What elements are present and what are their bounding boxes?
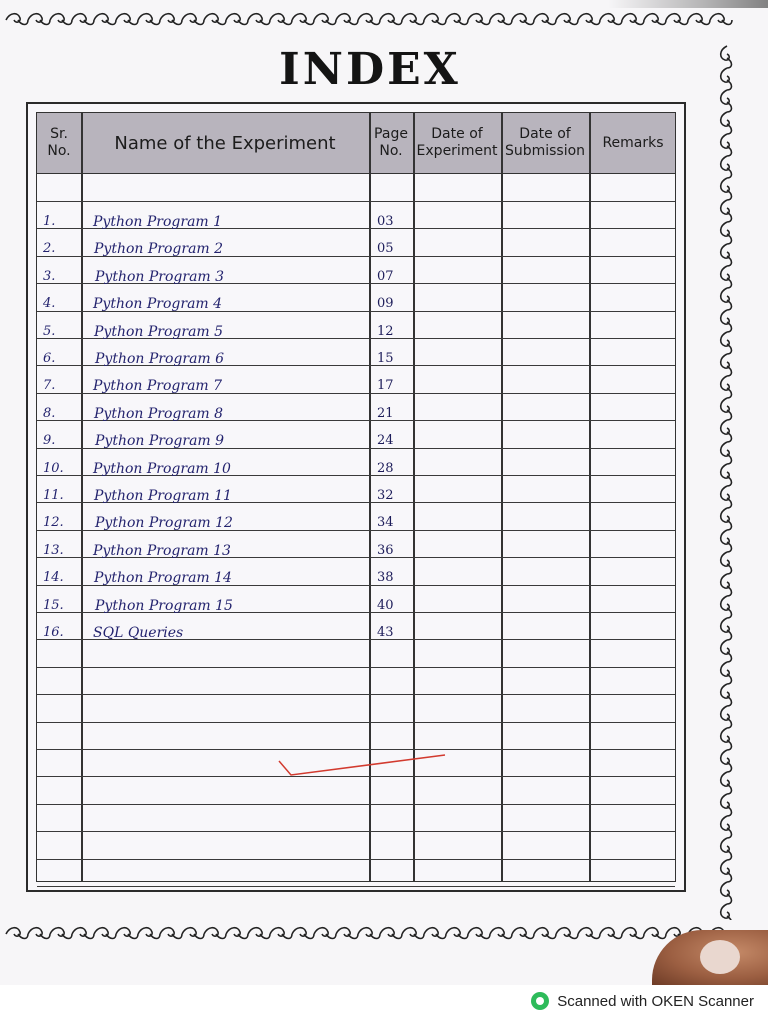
scanner-logo-icon: [531, 992, 549, 1010]
row-experiment-name: Python Program 13: [93, 542, 231, 559]
row-experiment-name: SQL Queries: [93, 625, 184, 641]
header-experiment-name: Name of the Experiment: [114, 132, 336, 154]
row-page-no: 07: [377, 268, 394, 284]
row-page-no: 34: [377, 515, 394, 531]
row-page-no: 12: [377, 323, 394, 339]
row-sr-no: 12.: [43, 515, 64, 531]
row-experiment-name: Python Program 1: [93, 214, 223, 230]
row-sr-no: 4.: [43, 296, 56, 312]
row-sr-no: 2.: [43, 241, 56, 257]
row-page-no: 15: [377, 351, 394, 366]
row-experiment-name: Python Program 15: [95, 597, 233, 614]
row-page-no: 38: [377, 570, 394, 586]
row-sr-no: 10.: [43, 460, 64, 476]
row-page-no: 40: [377, 597, 394, 613]
row-experiment-name: Python Program 11: [94, 488, 232, 504]
ruled-line: [37, 694, 675, 695]
row-experiment-name: Python Program 3: [95, 268, 225, 285]
row-page-no: 09: [377, 296, 394, 312]
row-sr-no: 3.: [43, 268, 56, 284]
row-page-no: 32: [377, 488, 394, 503]
row-experiment-name: Python Program 7: [93, 378, 223, 395]
index-table: [26, 102, 686, 892]
row-sr-no: 9.: [43, 433, 56, 449]
row-sr-no: 13.: [43, 542, 64, 558]
row-sr-no: 15.: [43, 597, 64, 613]
decorative-border-top: [0, 8, 740, 32]
row-experiment-name: Python Program 2: [94, 241, 224, 258]
thumbnail-fingernail: [700, 940, 740, 974]
scanner-watermark: [531, 990, 754, 1012]
header-remarks: Remarks: [602, 134, 664, 151]
ruled-line: [37, 201, 675, 202]
row-sr-no: 7.: [43, 378, 56, 394]
row-sr-no: 11.: [43, 488, 64, 503]
decorative-border-right: [712, 40, 742, 920]
ruled-line: [37, 859, 675, 860]
row-experiment-name: Python Program 10: [93, 460, 231, 477]
ruled-line: [37, 831, 675, 832]
ruled-line: [37, 749, 675, 750]
header-date-of-submission: Date of Submission: [504, 126, 586, 159]
row-sr-no: 16.: [43, 625, 64, 640]
row-sr-no: 14.: [43, 570, 64, 586]
scanner-text: Scanned with OKEN Scanner: [557, 992, 754, 1010]
row-sr-no: 6.: [43, 351, 56, 366]
ruled-line: [37, 886, 675, 887]
header-page-no: Page No.: [374, 126, 408, 159]
row-experiment-name: Python Program 12: [95, 515, 233, 532]
row-page-no: 43: [377, 625, 394, 640]
top-shadow: [608, 0, 768, 8]
table-inner-frame: [36, 112, 676, 882]
table-header-row: [37, 113, 675, 174]
row-sr-no: 8.: [43, 405, 56, 421]
header-date-of-experiment: Date of Experiment: [416, 126, 498, 159]
decorative-border-bottom: [0, 922, 740, 946]
row-page-no: 17: [377, 378, 394, 394]
row-experiment-name: Python Program 6: [95, 351, 225, 367]
row-experiment-name: Python Program 8: [94, 405, 224, 422]
ruled-line: [37, 804, 675, 805]
row-page-no: 24: [377, 433, 394, 449]
row-page-no: 03: [377, 214, 394, 229]
row-page-no: 36: [377, 542, 394, 558]
row-experiment-name: Python Program 4: [93, 296, 223, 313]
ruled-line: [37, 667, 675, 668]
check-mark: [277, 753, 447, 793]
ruled-line: [37, 722, 675, 723]
row-page-no: 05: [377, 241, 394, 257]
row-sr-no: 5.: [43, 323, 56, 339]
row-experiment-name: Python Program 5: [94, 323, 224, 340]
row-experiment-name: Python Program 14: [94, 570, 232, 587]
row-experiment-name: Python Program 9: [95, 433, 225, 450]
row-page-no: 21: [377, 405, 394, 421]
page-title: INDEX: [279, 44, 461, 95]
row-sr-no: 1.: [43, 214, 56, 229]
header-sr-no: Sr. No.: [47, 126, 71, 159]
row-page-no: 28: [377, 460, 394, 476]
